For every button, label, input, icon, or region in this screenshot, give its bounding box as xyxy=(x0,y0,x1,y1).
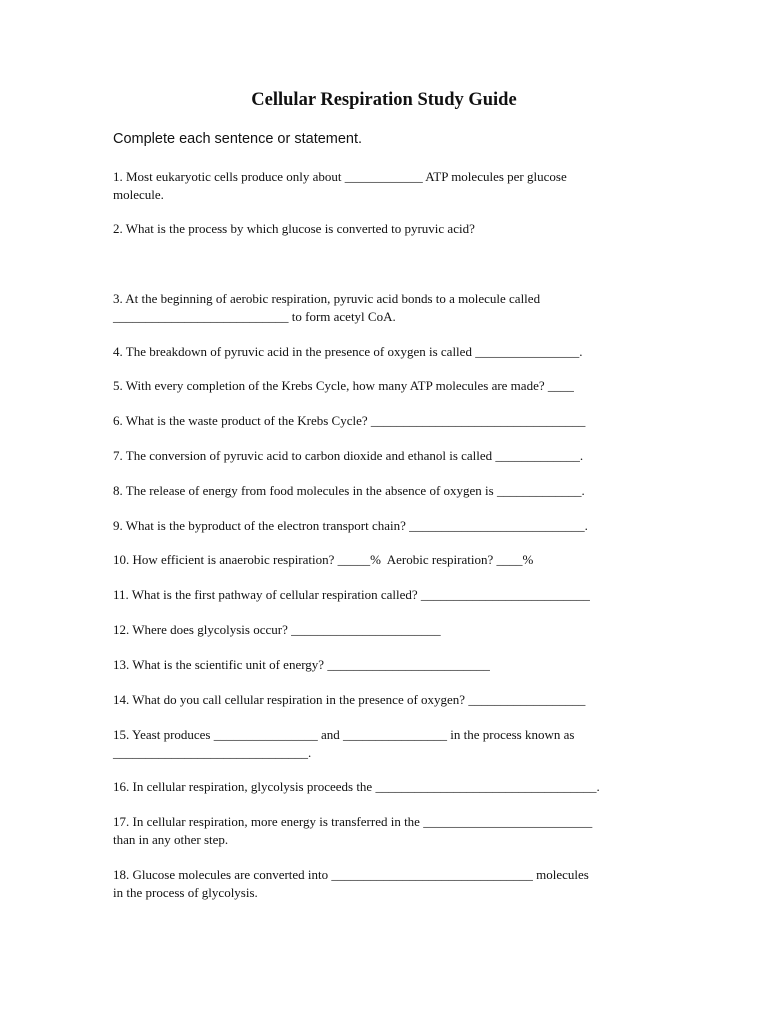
question-12: 12. Where does glycolysis occur? _______________________ xyxy=(113,622,441,637)
question-16: 16. In cellular respiration, glycolysis proceeds the __________________________________. xyxy=(113,779,600,794)
question-17: 17. In cellular respiration, more energy is transferred in the __________________________ than in any other step. xyxy=(113,814,593,847)
question-15: 15. Yeast produces ________________ and ________________ in the process known as ______________________________. xyxy=(113,727,575,760)
document-title: Cellular Respiration Study Guide xyxy=(251,90,517,110)
question-1: 1. Most eukaryotic cells produce only about ____________ ATP molecules per glucose molecule. xyxy=(113,169,567,202)
question-5: 5. With every completion of the Krebs Cycle, how many ATP molecules are made? ____ xyxy=(113,378,574,393)
question-7: 7. The conversion of pyruvic acid to carbon dioxide and ethanol is called _____________. xyxy=(113,448,584,463)
question-13: 13. What is the scientific unit of energy? _________________________ xyxy=(113,657,490,672)
question-11: 11. What is the first pathway of cellular respiration called? __________________________ xyxy=(113,587,590,602)
question-8: 8. The release of energy from food molecules in the absence of oxygen is _____________. xyxy=(113,483,585,498)
question-6: 6. What is the waste product of the Krebs Cycle? _________________________________ xyxy=(113,413,586,428)
question-2: 2. What is the process by which glucose is converted to pyruvic acid? xyxy=(113,221,475,236)
question-4: 4. The breakdown of pyruvic acid in the presence of oxygen is called ________________. xyxy=(113,344,583,359)
question-14: 14. What do you call cellular respiration in the presence of oxygen? __________________ xyxy=(113,692,586,707)
question-3: 3. At the beginning of aerobic respiration, pyruvic acid bonds to a molecule called ___________________________ to form acetyl CoA. xyxy=(113,291,541,324)
question-18: 18. Glucose molecules are converted into _______________________________ molecules in the process of glycolysis. xyxy=(113,867,589,900)
question-10: 10. How efficient is anaerobic respiration? _____% Aerobic respiration? ____% xyxy=(113,552,534,567)
question-9: 9. What is the byproduct of the electron transport chain? ___________________________. xyxy=(113,518,588,533)
instructions-text: Complete each sentence or statement. xyxy=(113,131,363,147)
